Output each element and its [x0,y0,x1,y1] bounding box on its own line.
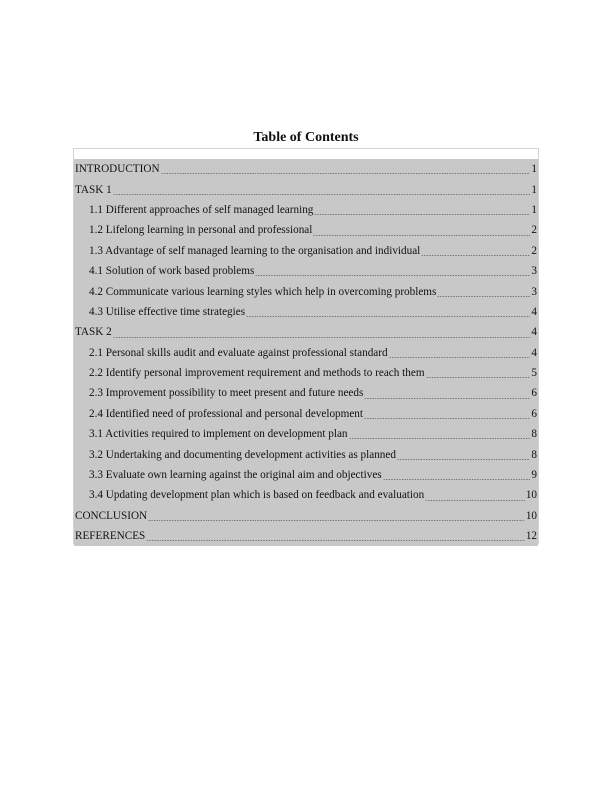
toc-entry[interactable] [74,424,538,444]
toc-dot-leader [426,377,531,378]
toc-dot-leader [246,316,530,317]
toc-entry-page-number: 2 [531,244,537,257]
toc-entry-label: 1.3 Advantage of self managed learning to the organisation and individual [89,244,421,257]
toc-entry-page-number: 8 [531,428,537,441]
toc-dot-leader [383,479,531,480]
toc-dot-leader [437,296,530,297]
toc-entry[interactable] [74,241,538,261]
toc-entry-page-number: 10 [525,489,537,502]
toc-entry-page-number: 4 [531,305,537,318]
toc-dot-leader [161,173,531,174]
toc-entry[interactable] [74,179,538,199]
toc-entry-label: 2.4 Identified need of professional and personal development [89,407,364,420]
toc-entry-page-number: 1 [531,203,537,216]
toc-entry[interactable] [74,444,538,464]
toc-entry[interactable] [74,363,538,383]
toc-entry-page-number: 1 [531,183,537,196]
toc-entry-label: 1.2 Lifelong learning in personal and professional [89,224,313,237]
toc-dot-leader [314,214,530,215]
toc-dot-leader [313,235,530,236]
toc-entry[interactable] [74,343,538,363]
toc-entry-page-number: 3 [531,285,537,298]
toc-entry-label: 4.2 Communicate various learning styles which help in overcoming problems [89,285,437,298]
toc-entry-label: TASK 2 [75,326,112,339]
toc-entry-page-number: 12 [525,530,537,543]
toc-entry[interactable] [74,302,538,322]
toc-entry[interactable] [74,200,538,220]
toc-dot-leader [113,194,531,195]
toc-dot-leader [148,520,525,521]
toc-entry[interactable] [74,261,538,281]
toc-dot-leader [146,540,525,541]
toc-dot-leader [364,398,530,399]
toc-entry-label: 2.2 Identify personal improvement requirement and methods to reach them [89,367,425,380]
toc-entry-label: 4.3 Utilise effective time strategies [89,305,246,318]
toc-entry-label: TASK 1 [75,183,112,196]
toc-dot-leader [364,418,530,419]
toc-dot-leader [397,459,530,460]
toc-entry[interactable] [74,485,538,505]
toc-list [74,159,538,546]
toc-entry[interactable] [74,220,538,240]
toc-entry[interactable] [74,281,538,301]
toc-entry[interactable] [74,526,538,546]
toc-title: Table of Contents [253,130,359,145]
toc-entry-page-number: 6 [531,387,537,400]
toc-entry-label: 3.4 Updating development plan which is based on feedback and evaluation [89,489,425,502]
toc-dot-leader [425,500,525,501]
toc-entry-page-number: 5 [531,367,537,380]
toc-entry-label: REFERENCES [75,530,146,543]
toc-entry-page-number: 6 [531,407,537,420]
toc-entry-page-number: 9 [531,469,537,482]
toc-entry[interactable] [74,383,538,403]
toc-entry-label: 4.1 Solution of work based problems [89,265,255,278]
toc-dot-leader [255,275,530,276]
toc-entry-label: INTRODUCTION [75,163,160,176]
toc-dot-leader [421,255,530,256]
toc-entry-page-number: 10 [525,509,537,522]
toc-entry-label: 3.3 Evaluate own learning against the original aim and objectives [89,469,382,482]
toc-entry-label: 2.1 Personal skills audit and evaluate against professional standard [89,346,388,359]
toc-entry-label: CONCLUSION [75,509,148,522]
toc-entry-page-number: 8 [531,448,537,461]
toc-dot-leader [349,438,531,439]
toc-dot-leader [113,337,531,338]
toc-entry-label: 3.2 Undertaking and documenting development activities as planned [89,448,396,461]
toc-entry-page-number: 2 [531,224,537,237]
toc-entry-page-number: 3 [531,265,537,278]
toc-entry[interactable] [74,404,538,424]
toc-entry[interactable] [74,506,538,526]
toc-entry-label: 3.1 Activities required to implement on development plan [89,428,348,441]
toc-entry[interactable] [74,159,538,179]
toc-entry-page-number: 1 [531,163,537,176]
toc-entry-label: 1.1 Different approaches of self managed learning [89,203,314,216]
toc-entry-page-number: 4 [531,326,537,339]
toc-dot-leader [389,357,531,358]
toc-entry-label: 2.3 Improvement possibility to meet present and future needs [89,387,364,400]
toc-entry[interactable] [74,322,538,342]
toc-entry-page-number: 4 [531,346,537,359]
toc-entry[interactable] [74,465,538,485]
